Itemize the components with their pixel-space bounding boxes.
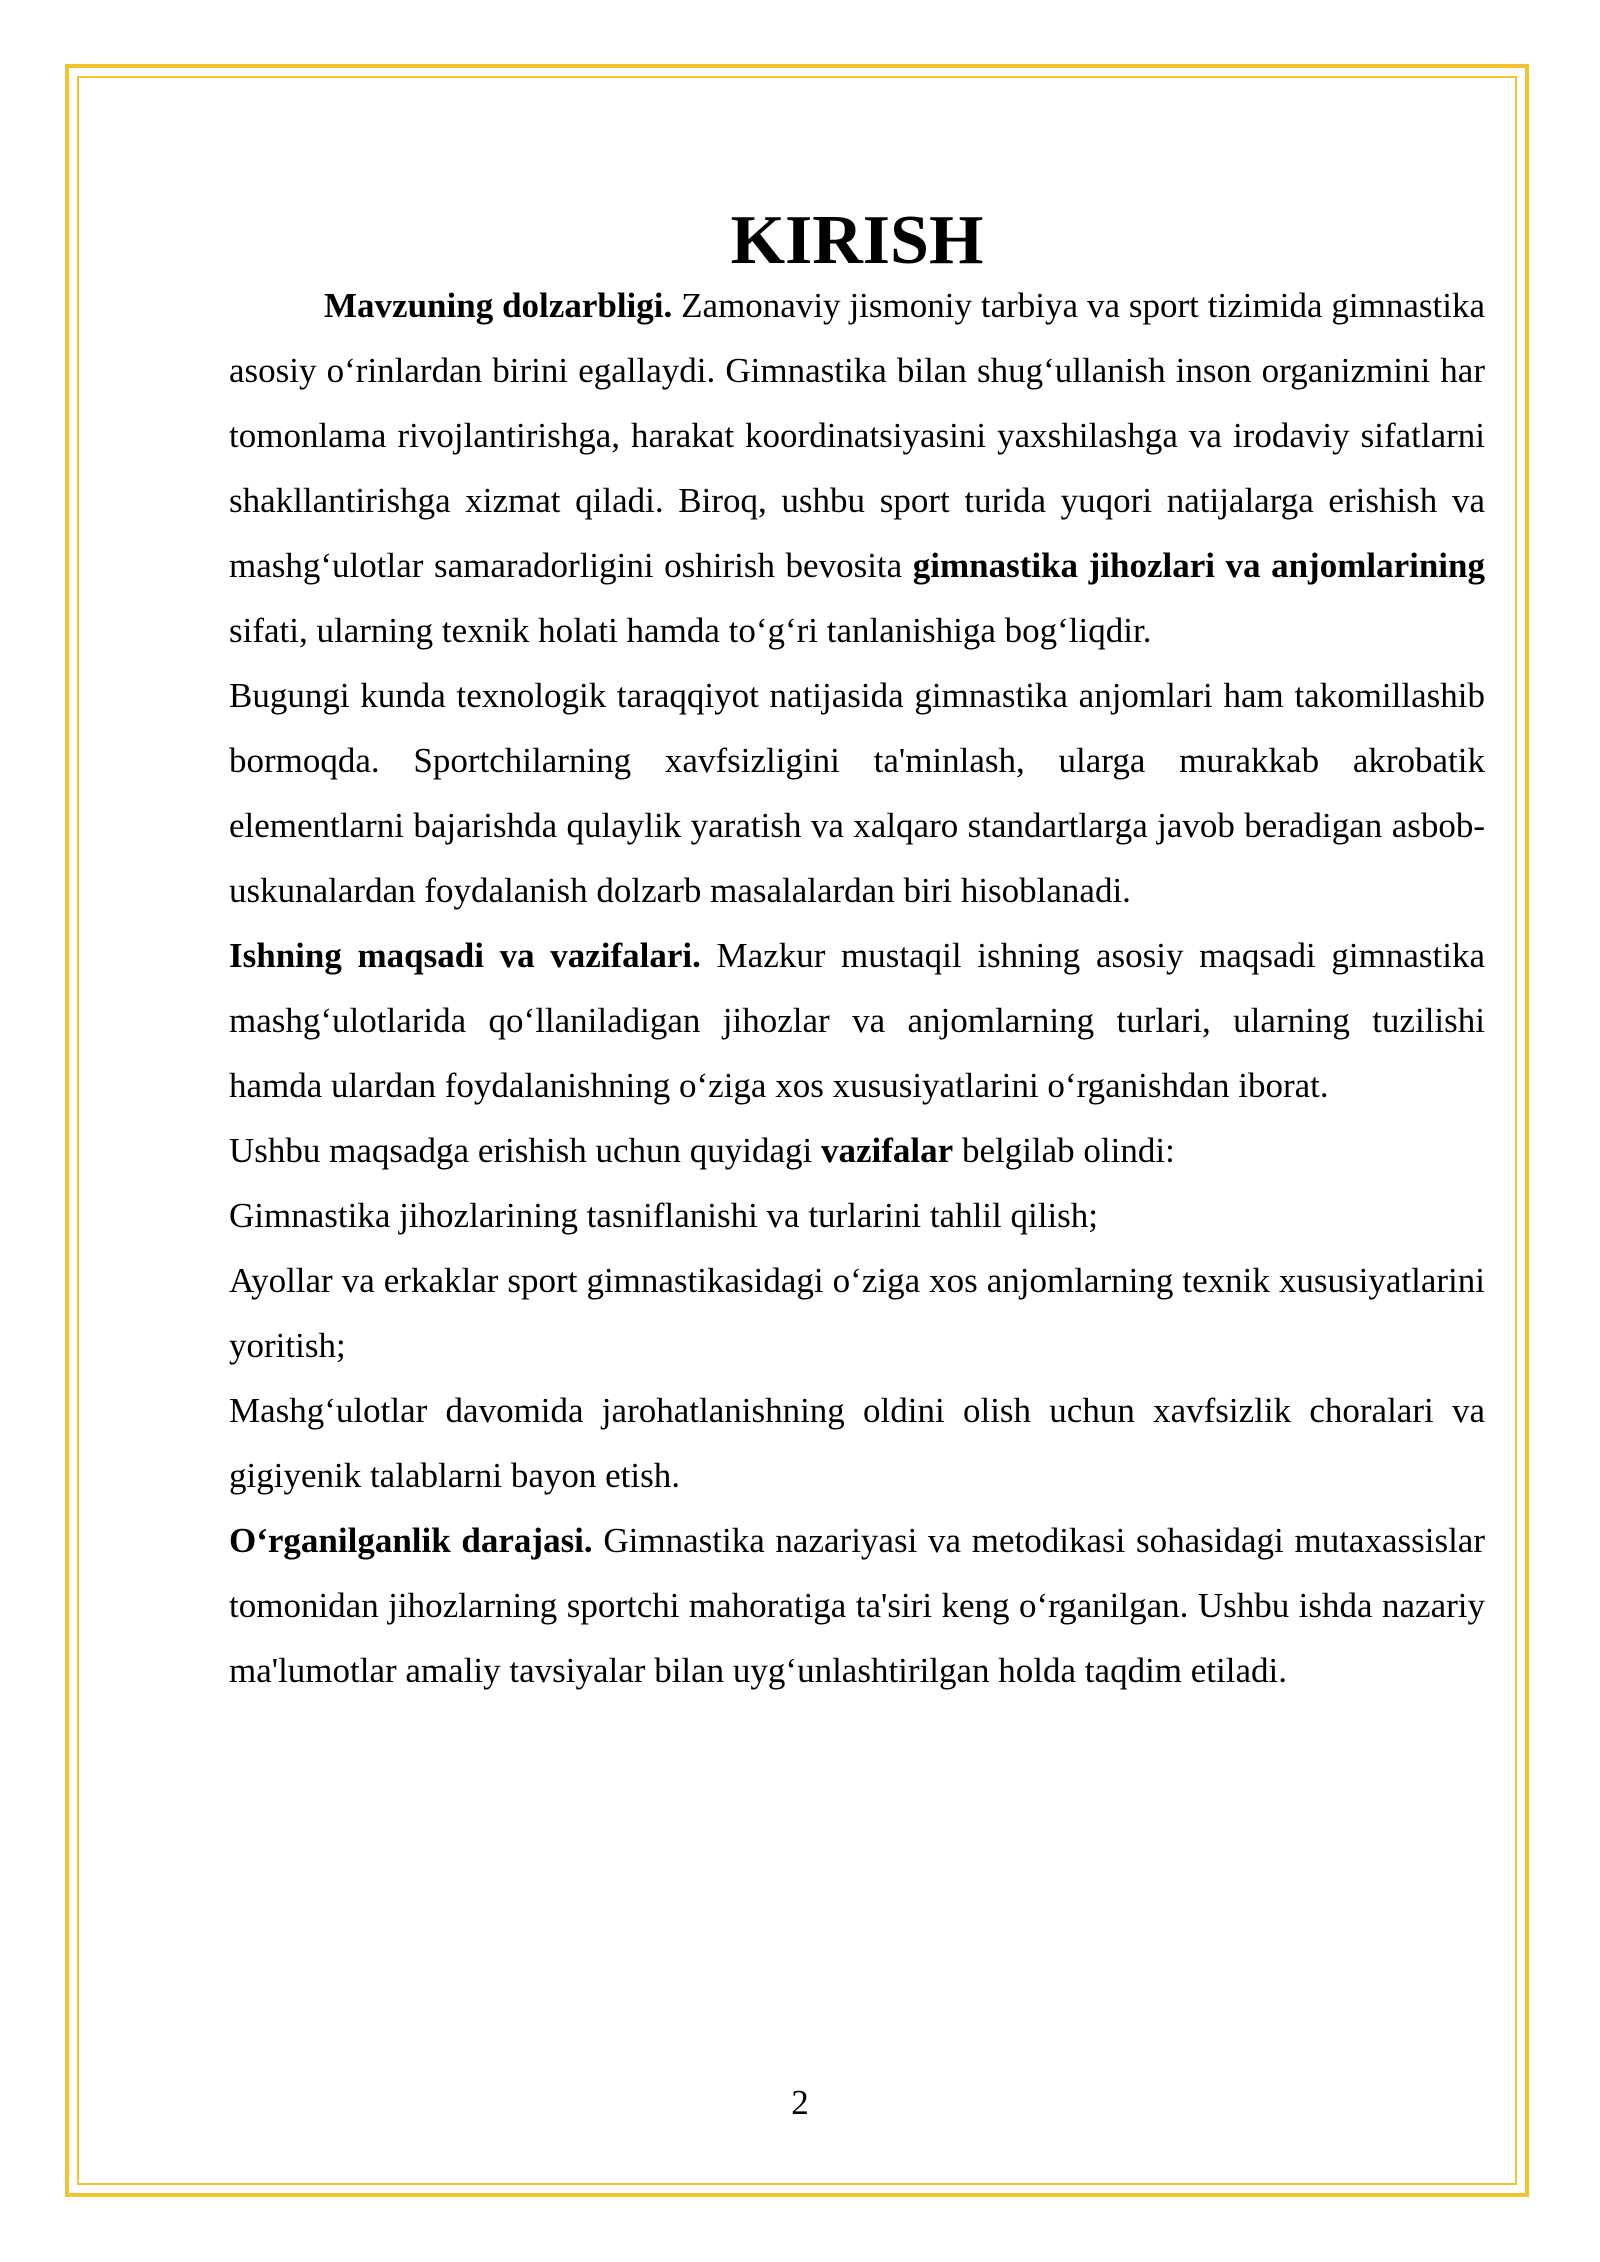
paragraph-relevance	[229, 273, 1485, 663]
paragraph-lead-heading: Mavzuning dolzarbligi.	[324, 286, 673, 325]
document-body	[229, 202, 1485, 1703]
task-item: Gimnastika jihozlarining tasniflanishi va turlarini tahlil qilish;	[229, 1196, 1099, 1235]
paragraph-text: Zamonaviy jismoniy tarbiya va sport tizimida gimnastika asosiy o‘rinlardan birini egallaydi. Gimnastika bilan shug‘ullanish inson organizmini har tomonlama rivojlantirishga, harakat koordinatsiyasini yaxshilashga va irodaviy sifatlarni shakllantirishga xizmat qiladi. Biroq, ushbu sport turida yuqori natijalarga erishish va mashg‘ulotlar samaradorligini oshirish bevosita	[229, 286, 1485, 585]
paragraph-text: Mazkur mustaqil ishning asosiy maqsadi gimnastika mashg‘ulotlarida qo‘llaniladigan jihozlar va anjomlarning turlari, ularning tuzilishi hamda ulardan foydalanishning o‘ziga xos xususiyatlarini o‘rganishdan iborat.	[229, 936, 1485, 1105]
paragraph-study-level	[229, 1508, 1485, 1703]
paragraph-text: sifati, ularning texnik holati hamda to‘g‘ri tanlanishiga bog‘liqdir.	[229, 611, 1152, 650]
paragraph-lead-heading: O‘rganilganlik darajasi.	[229, 1521, 593, 1560]
paragraph-text: Gimnastika nazariyasi va metodikasi sohasidagi mutaxassislar tomonidan jihozlarning sportchi mahoratiga ta'siri keng o‘rganilgan. Ushbu ishda nazariy ma'lumotlar amaliy tavsiyalar bilan uyg‘unlashtirilgan holda taqdim etiladi.	[229, 1521, 1485, 1690]
paragraph-lead-heading: Ishning maqsadi va vazifalari.	[229, 936, 701, 975]
paragraph-emphasis: vazifalar	[821, 1131, 954, 1170]
paragraph-tasks-intro	[229, 1118, 1485, 1183]
document-title: KIRISH	[730, 202, 984, 279]
paragraph-goal	[229, 923, 1485, 1118]
task-item: Ayollar va erkaklar sport gimnastikasidagi o‘ziga xos anjomlarning texnik xususiyatlarini yoritish;	[229, 1261, 1485, 1365]
page-number: 2	[791, 2083, 809, 2122]
paragraph-emphasis: gimnastika jihozlari va anjomlarining	[912, 546, 1485, 585]
paragraph-text: Ushbu maqsadga erishish uchun quyidagi	[229, 1131, 821, 1170]
task-item: Mashg‘ulotlar davomida jarohatlanishning oldini olish uchun xavfsizlik choralari va gigiyenik talablarni bayon etish.	[229, 1391, 1485, 1495]
paragraph-text: belgilab olindi:	[953, 1131, 1175, 1170]
paragraph-technology: Bugungi kunda texnologik taraqqiyot natijasida gimnastika anjomlari ham takomillashib bormoqda. Sportchilarning xavfsizligini ta'minlash, ularga murakkab akrobatik elementlarni bajarishda qulaylik yaratish va xalqaro standartlarga javob beradigan asbob-uskunalardan foydalanish dolzarb masalalardan biri hisoblanadi.	[229, 676, 1485, 910]
